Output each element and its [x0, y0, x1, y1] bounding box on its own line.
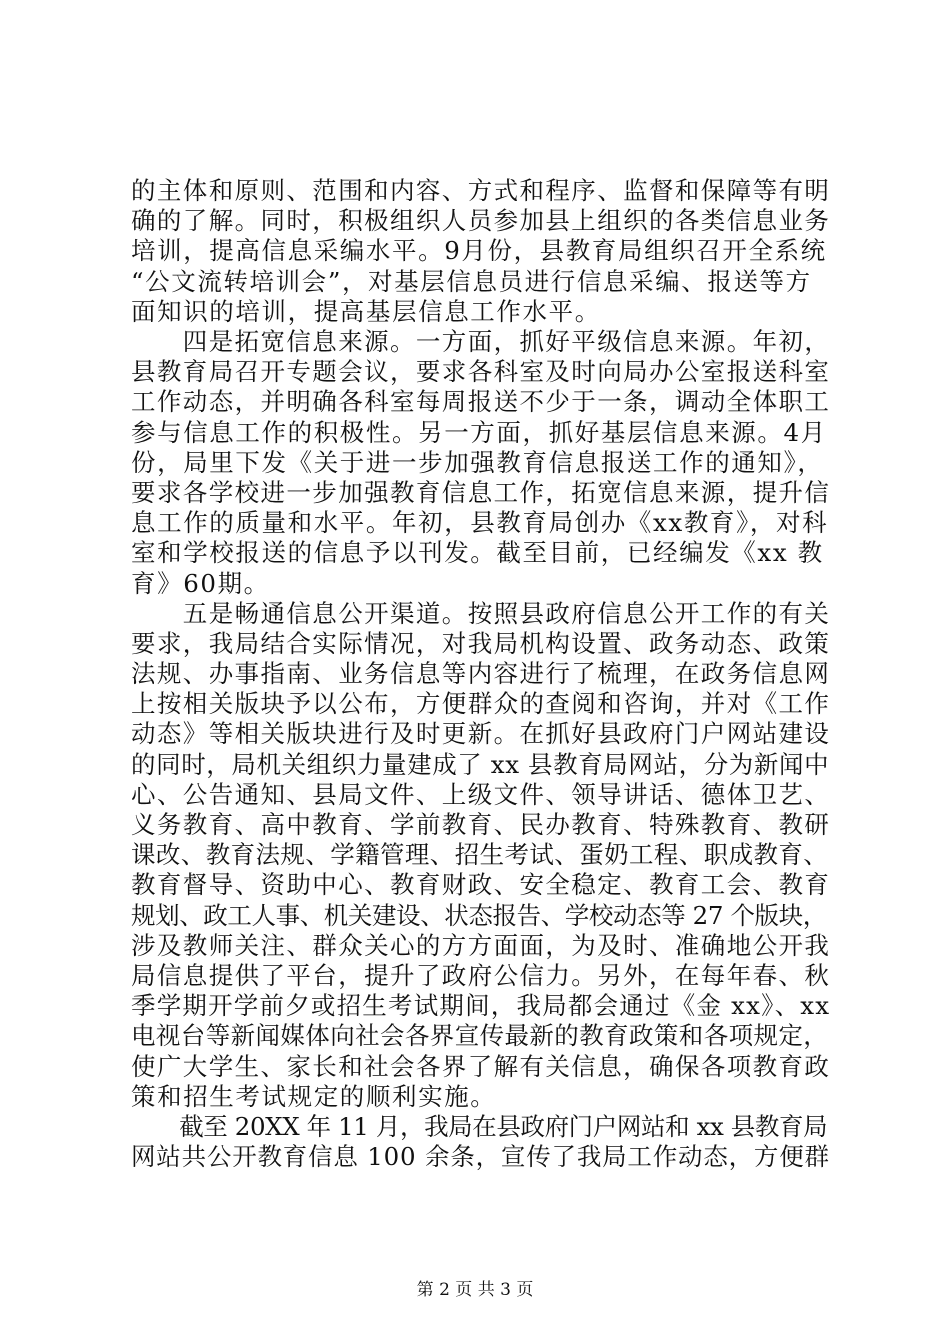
- text-line: 四是拓宽信息来源。一方面，抓好平级信息来源。年初，: [131, 327, 831, 356]
- page-footer: 第 2 页 共 3 页: [416, 1280, 534, 1300]
- text-line: 要求各学校进一步加强教育信息工作，拓宽信息来源，提升信: [131, 478, 831, 507]
- text-line: “公文流转培训会”，对基层信息员进行信息采编、报送等方: [131, 267, 812, 296]
- text-line: 规划、政工人事、机关建设、状态报告、学校动态等 27 个版块，: [131, 901, 827, 930]
- text-line: 的主体和原则、范围和内容、方式和程序、监督和保障等有明: [131, 176, 831, 205]
- text-line: 教育督导、资助中心、教育财政、安全稳定、教育工会、教育: [131, 870, 831, 899]
- text-line: 电视台等新闻媒体向社会各界宣传最新的教育政策和各项规定，: [131, 1021, 829, 1050]
- text-line: 上按相关版块予以公布，方便群众的查阅和咨询，并对《工作: [131, 689, 831, 718]
- text-line: 义务教育、高中教育、学前教育、民办教育、特殊教育、教研: [131, 810, 831, 839]
- text-line: 截至 20XX 年 11 月，我局在县政府门户网站和 xx 县教育局: [131, 1112, 828, 1141]
- text-line: 动态》等相关版块进行及时更新。在抓好县政府门户网站建设: [131, 719, 831, 748]
- text-line: 课改、教育法规、学籍管理、招生考试、蛋奶工程、职成教育、: [131, 840, 829, 869]
- text-line: 息工作的质量和水平。年初，县教育局创办《xx教育》，对科: [131, 508, 829, 537]
- text-line: 县教育局召开专题会议，要求各科室及时向局办公室报送科室: [131, 357, 831, 386]
- text-line: 使广大学生、家长和社会各界了解有关信息，确保各项教育政: [131, 1052, 831, 1081]
- text-line: 法规、办事指南、业务信息等内容进行了梳理，在政务信息网: [131, 659, 831, 688]
- text-line: 面知识的培训，提高基层信息工作水平。: [131, 297, 601, 326]
- text-line: 确的了解。同时，积极组织人员参加县上组织的各类信息业务: [131, 206, 831, 235]
- text-line: 季学期开学前夕或招生考试期间，我局都会通过《金 xx》、xx: [131, 991, 831, 1020]
- text-line: 培训，提高信息采编水平。9月份，县教育局组织召开全系统: [131, 236, 827, 265]
- text-line: 份，局里下发《关于进一步加强教育信息报送工作的通知》，: [131, 448, 824, 477]
- text-line: 心、公告通知、县局文件、上级文件、领导讲话、德体卫艺、: [131, 780, 831, 809]
- text-line: 的同时，局机关组织力量建成了 xx 县教育局网站，分为新闻中: [131, 750, 830, 779]
- text-line: 策和招生考试规定的顺利实施。: [131, 1082, 497, 1111]
- text-line: 涉及教师关注、群众关心的方方面面，为及时、准确地公开我: [131, 931, 831, 960]
- text-line: 网站共公开教育信息 100 余条，宣传了我局工作动态，方便群: [131, 1142, 830, 1171]
- text-line: 室和学校报送的信息予以刊发。截至目前，已经编发《xx 教: [131, 538, 824, 567]
- text-line: 工作动态，并明确各科室每周报送不少于一条，调动全体职工: [131, 387, 831, 416]
- text-line: 五是畅通信息公开渠道。按照县政府信息公开工作的有关: [131, 599, 831, 628]
- text-line: 局信息提供了平台，提升了政府公信力。另外，在每年春、秋: [131, 961, 831, 990]
- text-line: 育》60期。: [131, 569, 270, 598]
- text-line: 参与信息工作的积极性。另一方面，抓好基层信息来源。4月: [131, 418, 827, 447]
- text-line: 要求，我局结合实际情况，对我局机构设置、政务动态、政策: [131, 629, 831, 658]
